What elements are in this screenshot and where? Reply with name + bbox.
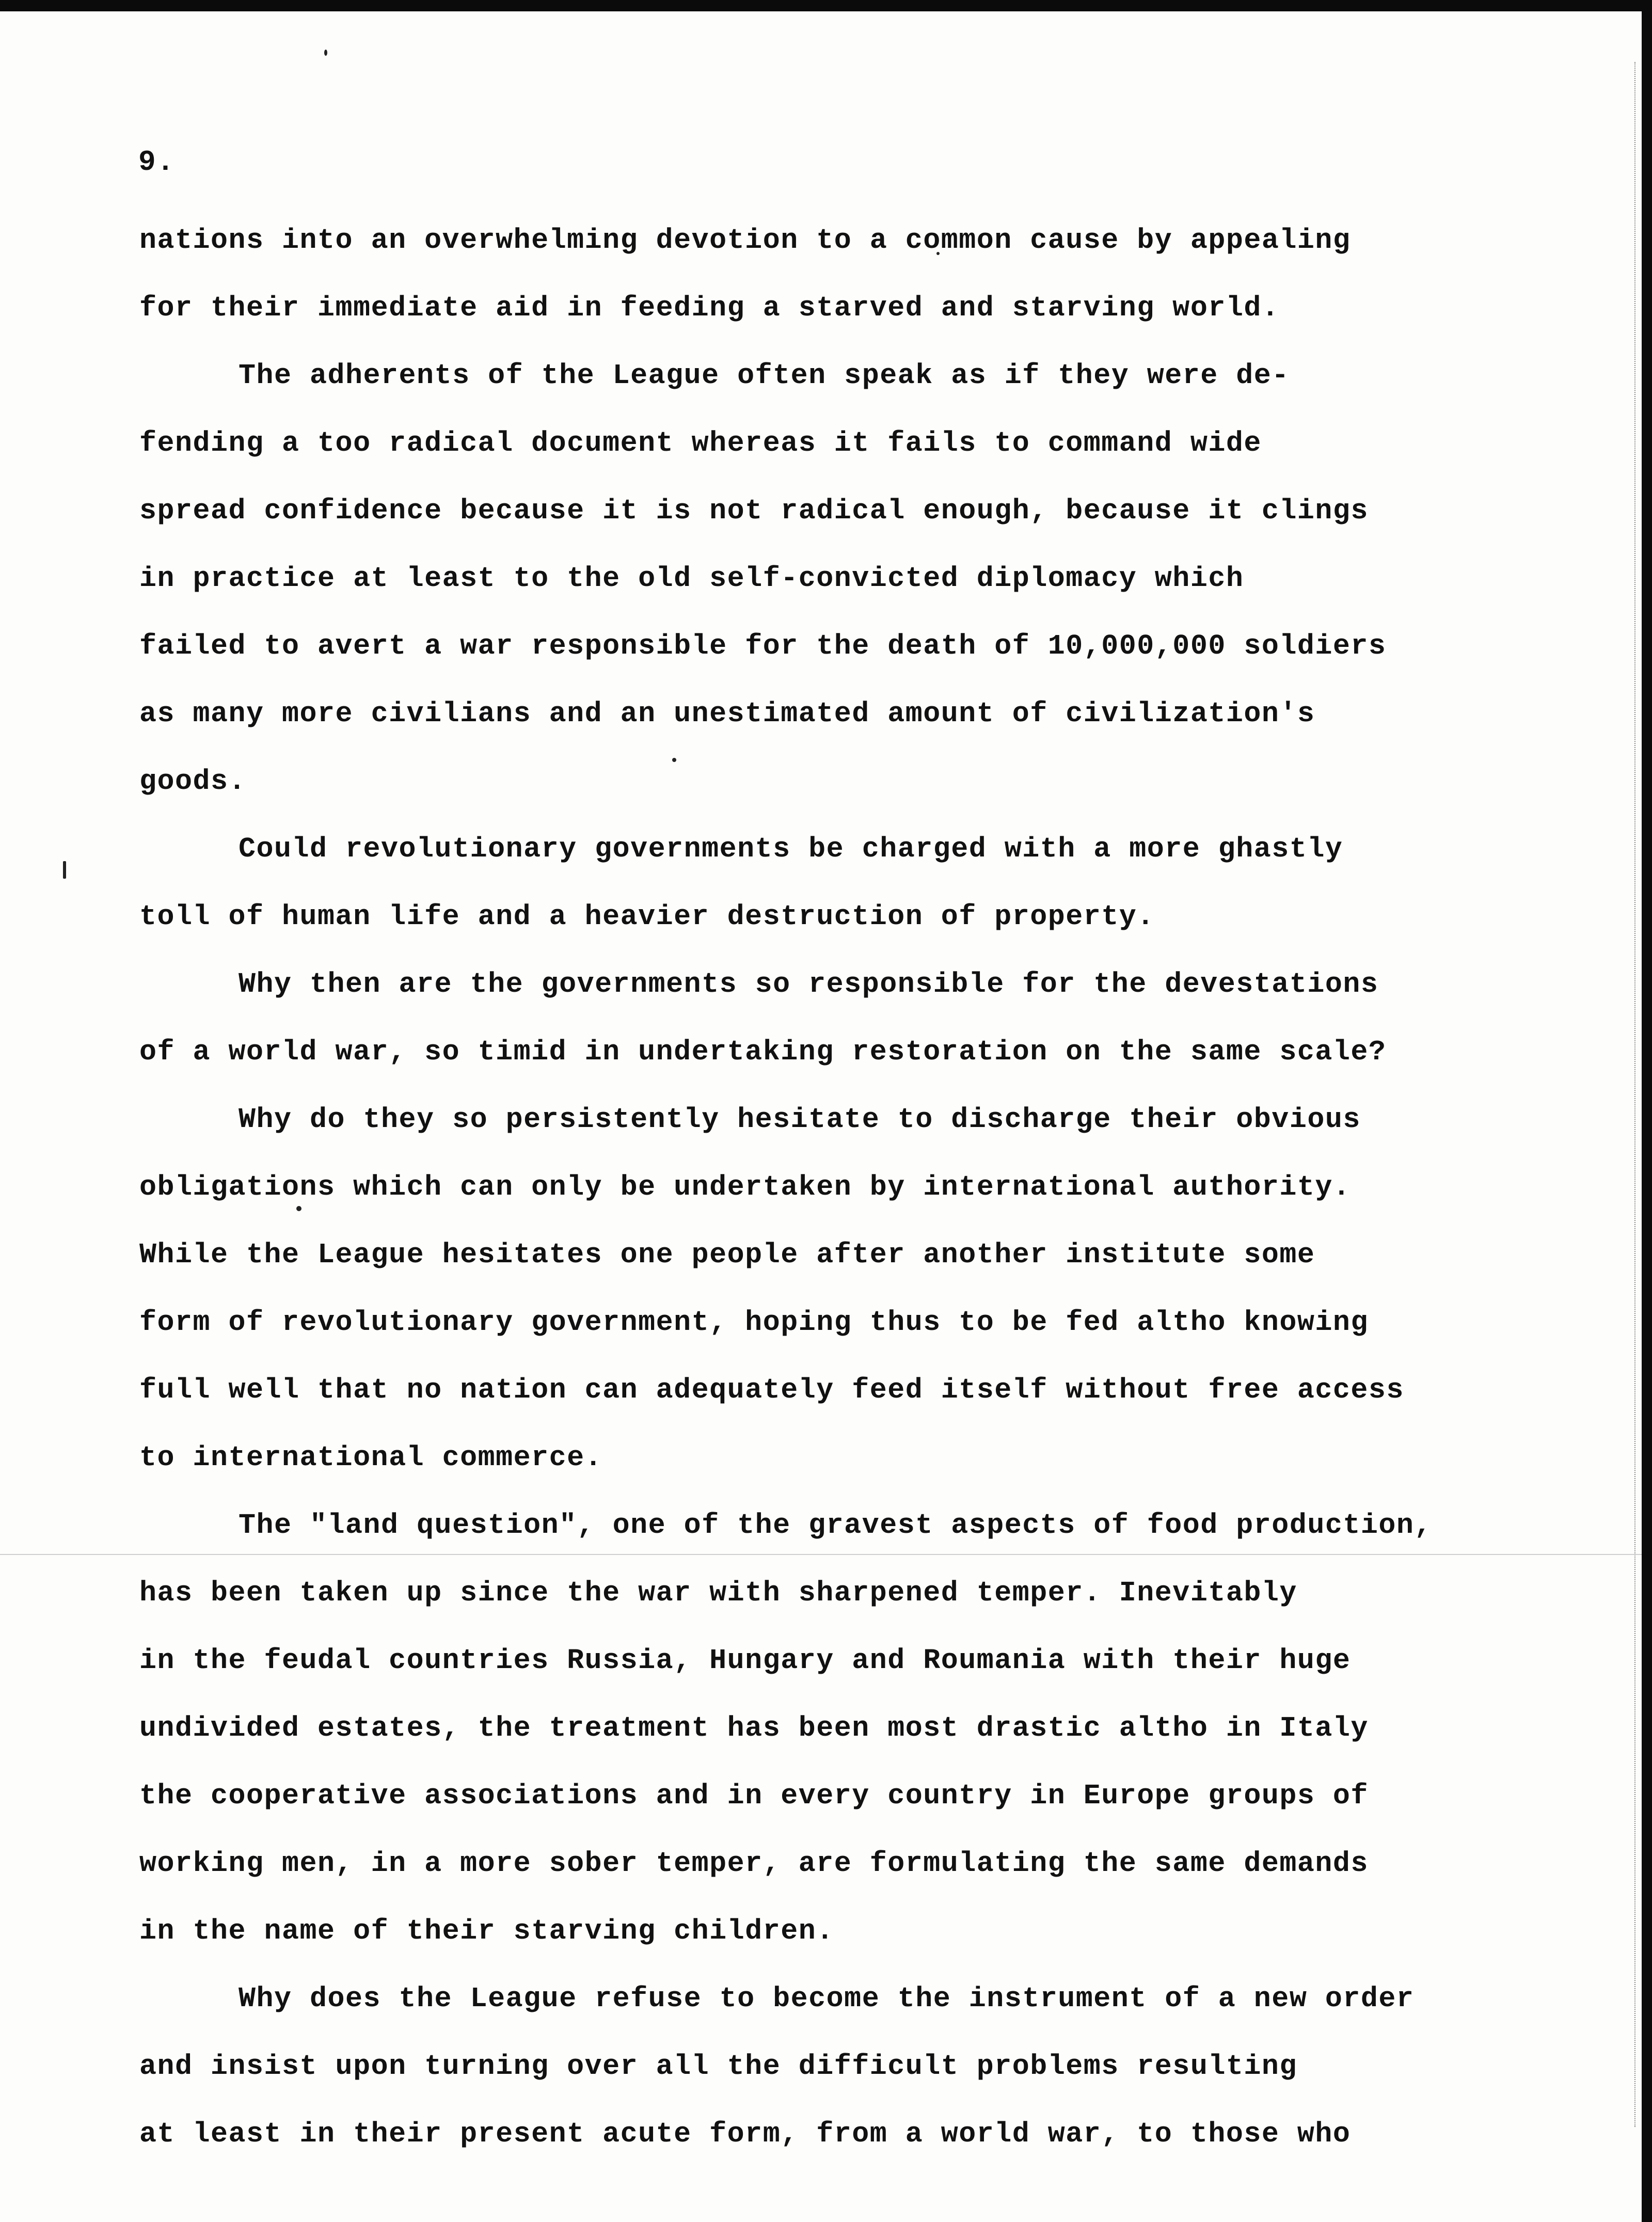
text-line: has been taken up since the war with sharpened temper. Inevitably [139, 1577, 1297, 1609]
text-line: goods. [139, 765, 247, 798]
scan-artifact-dotted-line [1631, 62, 1635, 2127]
text-line: The "land question", one of the gravest aspects of food production, [239, 1509, 1432, 1542]
scan-speck [324, 50, 327, 56]
text-line: While the League hesitates one people after another institute some [139, 1239, 1315, 1271]
text-line: Could revolutionary governments be charged with a more ghastly [239, 833, 1343, 865]
text-line: as many more civilians and an unestimated amount of civilization's [139, 697, 1315, 730]
text-line: in the name of their starving children. [139, 1915, 834, 1947]
text-line: toll of human life and a heavier destruction of property. [139, 900, 1155, 933]
text-line: for their immediate aid in feeding a starved and starving world. [139, 292, 1280, 324]
page-number: 9. [138, 146, 176, 179]
text-line: failed to avert a war responsible for the death of 10,000,000 soldiers [139, 630, 1387, 662]
text-line: at least in their present acute form, from a world war, to those who [139, 2118, 1351, 2150]
text-line: obligations which can only be undertaken by international authority. [139, 1171, 1351, 1203]
text-line: undivided estates, the treatment has been most drastic altho in Italy [139, 1712, 1369, 1744]
text-line: Why does the League refuse to become the instrument of a new order [239, 1982, 1415, 2015]
text-line: fending a too radical document whereas it fails to command wide [139, 427, 1262, 459]
text-line: full well that no nation can adequately feed itself without free access [139, 1374, 1404, 1406]
text-line: Why then are the governments so responsible for the devestations [239, 968, 1379, 1001]
body-text [139, 207, 1544, 2168]
text-line: spread confidence because it is not radical enough, because it clings [139, 495, 1369, 527]
scan-edge-top [0, 0, 1652, 11]
text-line: in practice at least to the old self-convicted diplomacy which [139, 562, 1244, 595]
text-line: and insist upon turning over all the difficult problems resulting [139, 2050, 1297, 2083]
text-line: the cooperative associations and in every country in Europe groups of [139, 1780, 1369, 1812]
text-line: Why do they so persistently hesitate to discharge their obvious [239, 1103, 1361, 1136]
text-line: form of revolutionary government, hoping thus to be fed altho knowing [139, 1306, 1369, 1339]
text-line: working men, in a more sober temper, are formulating the same demands [139, 1847, 1369, 1880]
text-line: nations into an overwhelming devotion to a common cause by appealing [139, 224, 1351, 257]
text-line: to international commerce. [139, 1441, 603, 1474]
scan-speck [63, 861, 66, 879]
text-line: in the feudal countries Russia, Hungary and Roumania with their huge [139, 1644, 1351, 1677]
scan-edge-right [1642, 0, 1652, 2222]
text-line: of a world war, so timid in undertaking restoration on the same scale? [139, 1036, 1387, 1068]
text-line: The adherents of the League often speak as if they were de- [239, 359, 1290, 392]
